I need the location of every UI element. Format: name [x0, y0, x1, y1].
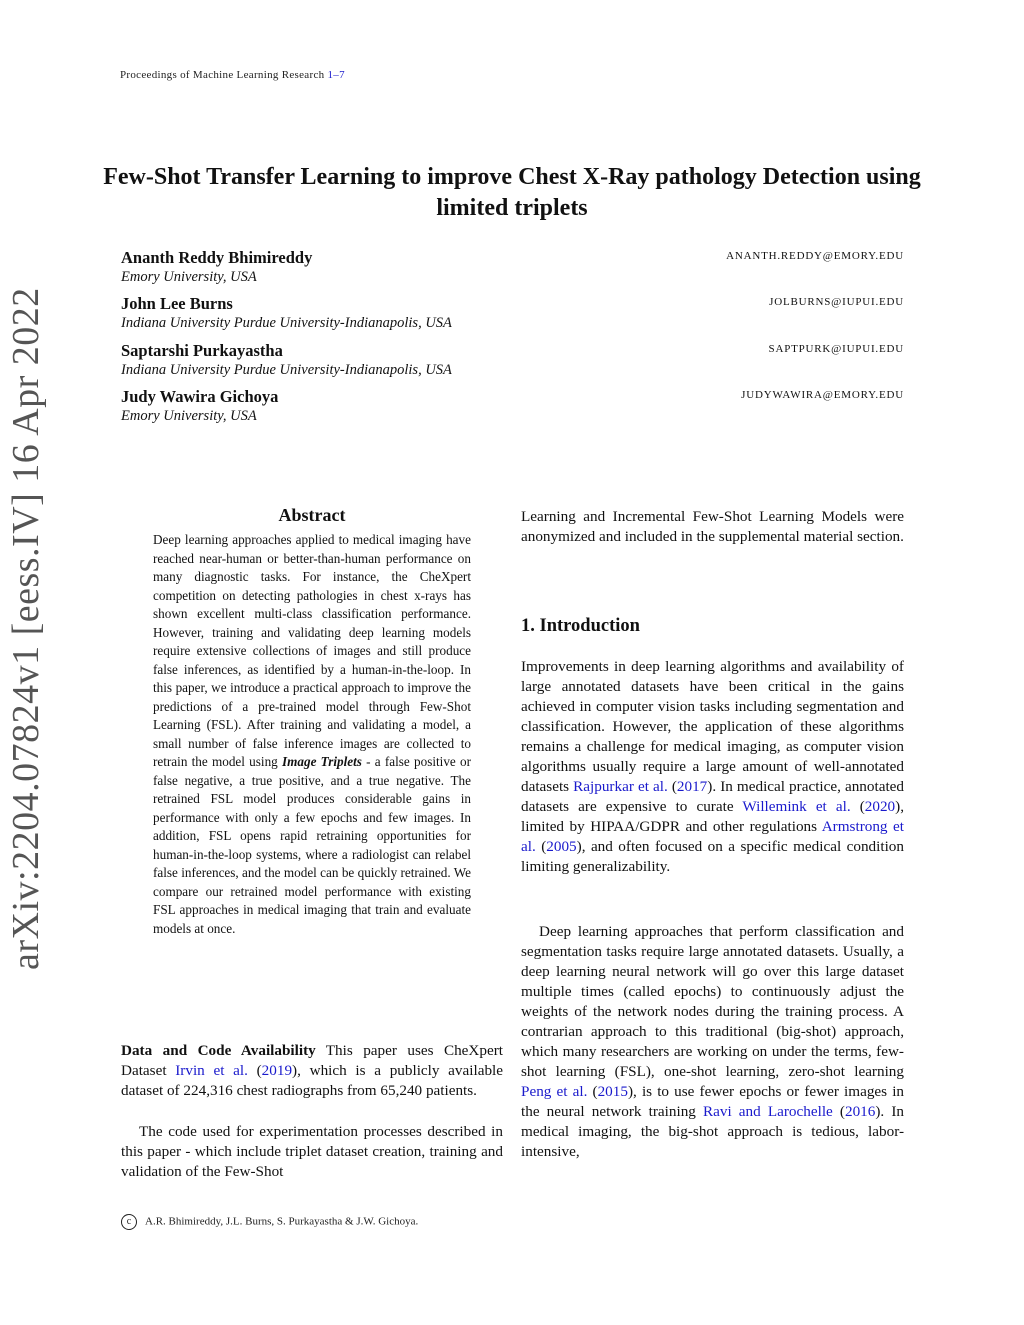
journal-name: Proceedings of Machine Learning Research — [120, 69, 325, 81]
abstract-text-part: Deep learning approaches applied to medical imaging have reached near-human or better-than-human performance on many diagnostic tasks. For instance, the CheXpert competition on detecting pathologies in chest x-rays has shown excellent multi-class classification performance. However, training and validating deep learning models require extensive collections of images and still produce false inferences, as identified by a human-in-the-loop. In this paper, we introduce a practical approach to improve the predictions of a pre-trained model through Few-Shot Learning (FSL). After training and validating a model, a small number of false inference images are collected to retrain the model using — [153, 532, 471, 769]
citation-year-link[interactable]: 2019 — [261, 1062, 293, 1079]
author-email: JUDYWAWIRA@EMORY.EDU — [741, 389, 904, 401]
paper-title: Few-Shot Transfer Learning to improve Chest X-Ray pathology Detection using limited triplets — [103, 164, 921, 221]
citation-link[interactable]: Irvin et al. — [175, 1062, 248, 1079]
author-name: Ananth Reddy Bhimireddy — [121, 248, 313, 267]
author-block — [121, 341, 904, 379]
paren: ( — [587, 1083, 598, 1100]
citation-link[interactable]: Willemink et al. — [742, 798, 851, 815]
paragraph-text: Deep learning approaches that perform classification and segmentation tasks require large annotated datasets. Usually, a deep learning neural network will go over this large dataset multiple times (called epochs) to continuously adjust the weights of the network nodes during the training process. A contrarian approach to this traditional (big-shot) approach, which many researchers are working on under the terms, few-shot learning (FSL), one-shot learning, zero-shot learning — [521, 923, 904, 1080]
citation-year-link[interactable]: 2005 — [546, 838, 577, 855]
data-availability-paragraph — [121, 1041, 503, 1101]
author-affiliation: Indiana University Purdue University-Indianapolis, USA — [121, 362, 452, 378]
page-range-link[interactable]: 1–7 — [327, 69, 345, 81]
citation-link[interactable]: Rajpurkar et al. — [573, 778, 668, 795]
intro-paragraph-2 — [521, 922, 904, 1162]
author-affiliation: Indiana University Purdue University-Indianapolis, USA — [121, 315, 452, 331]
citation-year-link[interactable]: 2020 — [864, 798, 896, 815]
author-block — [121, 248, 904, 286]
abstract-heading: Abstract — [278, 505, 346, 525]
citation-year-link[interactable]: 2015 — [597, 1083, 628, 1100]
paragraph-text: , which is a publicly available dataset of 224,316 chest radiographs from 65,240 patients. — [121, 1062, 503, 1099]
abstract-emphasis: Image Triplets — [282, 754, 362, 769]
paren: ( — [247, 1062, 262, 1079]
citation-link[interactable]: Armstrong et al. — [521, 818, 904, 855]
citation-year-link[interactable]: 2016 — [844, 1103, 876, 1120]
author-email: ANANTH.REDDY@EMORY.EDU — [726, 250, 904, 262]
abstract-text — [153, 531, 471, 938]
author-email: JOLBURNS@IUPUI.EDU — [769, 296, 904, 308]
paragraph-text: This paper uses CheXpert Dataset — [121, 1042, 503, 1079]
section-heading-introduction: 1. Introduction — [521, 616, 640, 636]
paren: ) — [895, 798, 901, 815]
arxiv-stamp: arXiv:2204.07824v1 [eess.IV] 16 Apr 2022 — [5, 287, 47, 970]
author-email: SAPTPURK@IUPUI.EDU — [768, 343, 904, 355]
paren: ) — [576, 838, 582, 855]
author-name: Saptarshi Purkayastha — [121, 341, 283, 360]
paren: ) — [875, 1103, 881, 1120]
paren: ) — [292, 1062, 298, 1079]
author-block — [121, 387, 904, 425]
intro-paragraph-1 — [521, 657, 904, 877]
copyright-footer — [121, 1214, 418, 1230]
author-affiliation: Emory University, USA — [121, 408, 257, 424]
author-affiliation: Emory University, USA — [121, 269, 257, 285]
paren: ) — [707, 778, 713, 795]
code-availability-paragraph: The code used for experimentation processes described in this paper - which include triplet dataset creation, training and validation of the Few-Shot — [121, 1123, 503, 1180]
citation-link[interactable]: Ravi and Larochelle — [703, 1103, 833, 1120]
copyright-text: A.R. Bhimireddy, J.L. Burns, S. Purkayastha & J.W. Gichoya. — [145, 1215, 419, 1228]
author-name: Judy Wawira Gichoya — [121, 387, 279, 406]
paren: ) — [627, 1083, 634, 1100]
paragraph-text: , and often focused on a specific medical condition limiting generalizability. — [521, 838, 904, 875]
paren: ( — [832, 1103, 845, 1120]
abstract-text-part: - a false positive or false negative, a true positive, and a true negative. The retrained FSL model produces considerable gains in performance with only a few epochs and few images. In addition, FSL opens rapid retraining opportunities for human-in-the-loop systems, where a radiologist can relabel false inferences, and the model can be quickly retrained. We compare our retrained model performance with existing FSL approaches in medical imaging that train and evaluate models at once. — [153, 754, 471, 936]
code-availability-continuation: Learning and Incremental Few-Shot Learning Models were anonymized and included in the supplemental material section. — [521, 508, 904, 545]
author-block — [121, 294, 904, 332]
copyright-icon: c — [121, 1214, 137, 1230]
paragraph-text: . In medical imaging, the big-shot approach is tedious, labor-intensive, — [521, 1103, 904, 1160]
paren: ( — [535, 838, 547, 855]
data-availability-heading: Data and Code Availability — [121, 1042, 316, 1059]
paragraph-text: , is to use fewer epochs or fewer images in the neural network training — [521, 1083, 905, 1120]
author-name: John Lee Burns — [121, 294, 233, 313]
citation-year-link[interactable]: 2017 — [676, 778, 708, 795]
paren: ( — [850, 798, 865, 815]
paragraph-text: , limited by HIPAA/GDPR and other regulations — [521, 798, 904, 835]
paragraph-text: . In medical practice, annotated datasets are expensive to curate — [521, 778, 905, 815]
paren: ( — [667, 778, 677, 795]
citation-link[interactable]: Peng et al. — [521, 1083, 588, 1100]
running-header — [120, 69, 345, 81]
paragraph-text: Improvements in deep learning algorithms and availability of large annotated datasets have been critical in the gains achieved in computer vision tasks including segmentation and classification. However, the application of these algorithms remains a challenge for medical imaging, as computer vision algorithms usually require a large amount of well-annotated datasets — [521, 658, 904, 795]
